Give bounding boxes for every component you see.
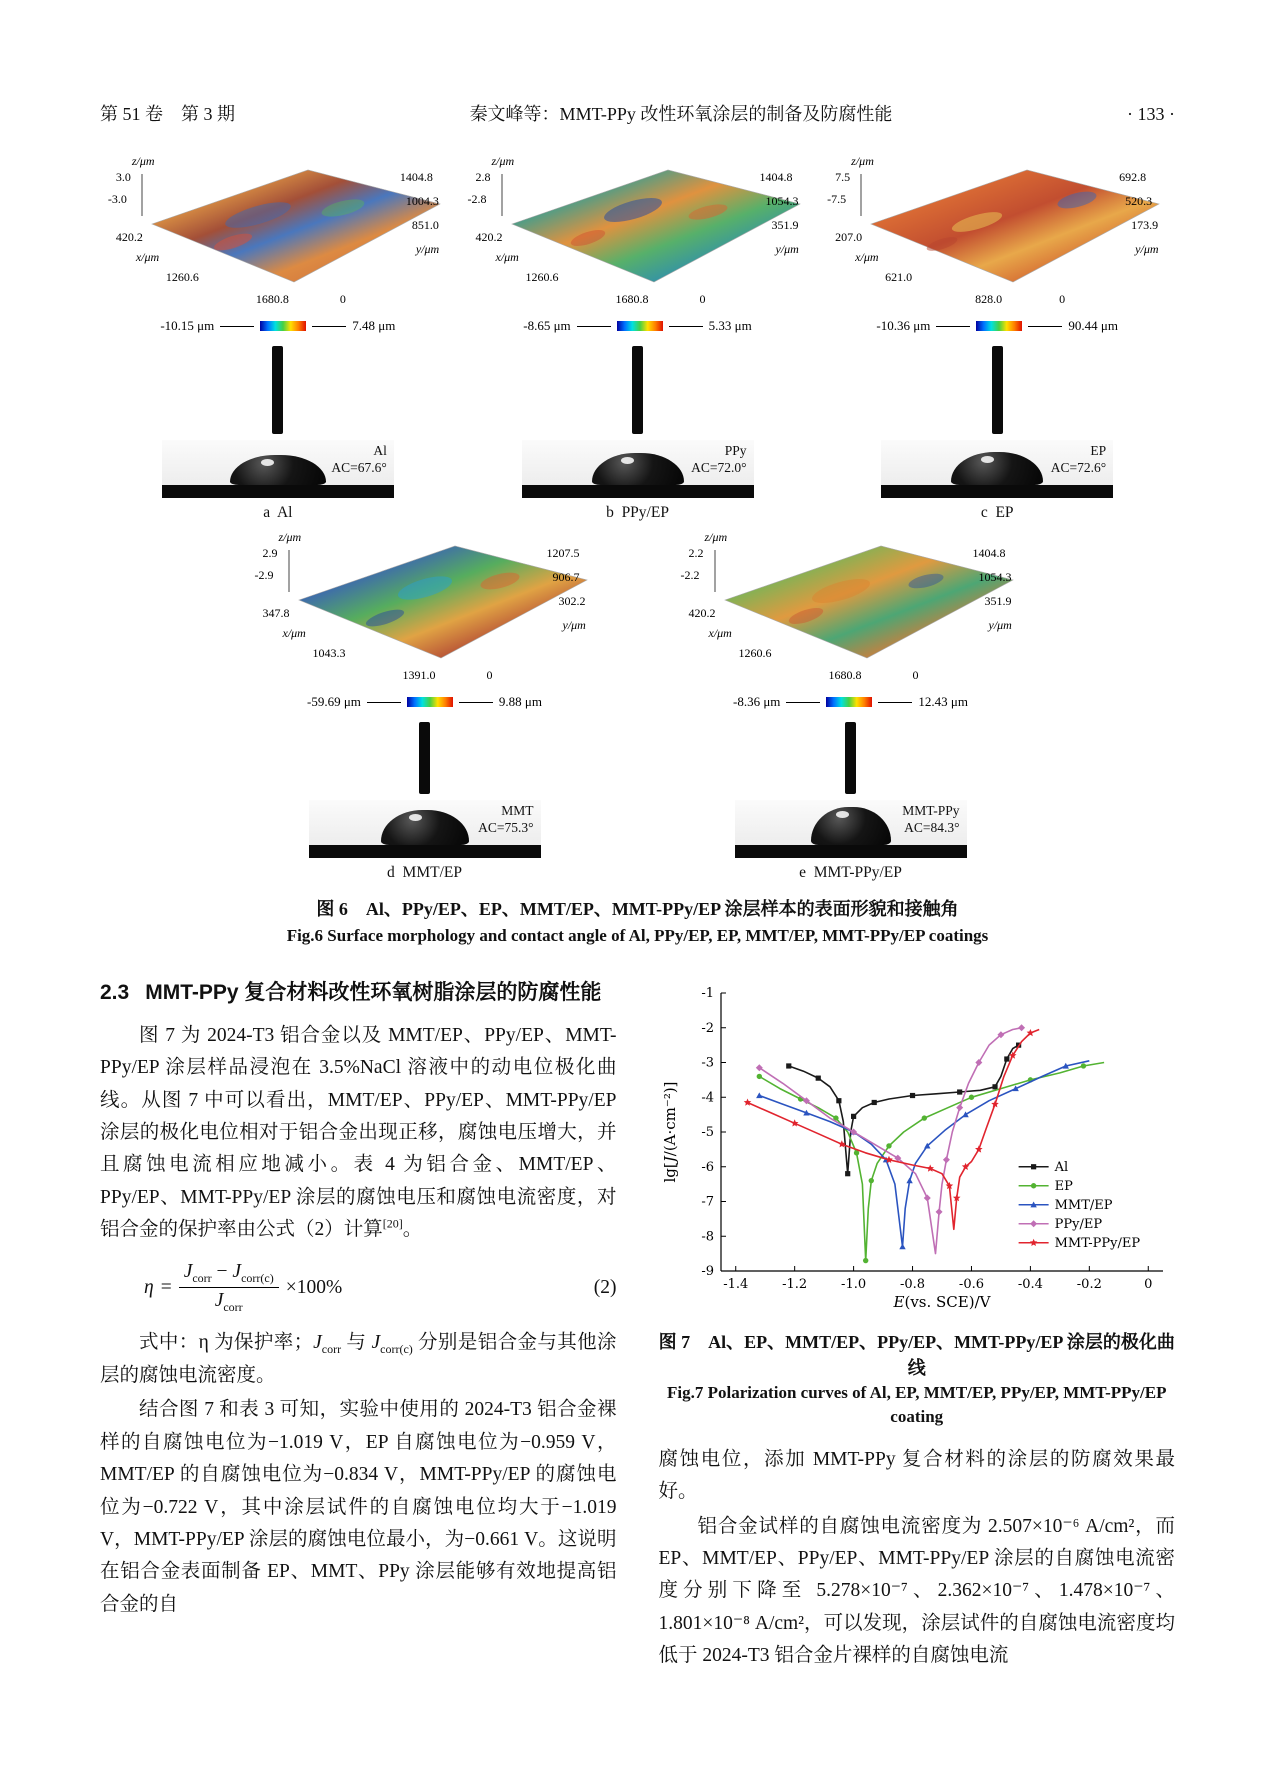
droplet — [811, 807, 891, 845]
y-tick: 692.8 — [1119, 170, 1147, 184]
z-axis-label: z/μm — [704, 530, 728, 544]
scale-gradient — [826, 697, 872, 707]
x-axis-label: x/μm — [855, 250, 879, 264]
material-name: MMT-PPy — [902, 803, 960, 818]
surface-3d-image — [681, 536, 1021, 686]
x-axis-label: x/μm — [495, 250, 519, 264]
svg-text:-0.6: -0.6 — [958, 1276, 984, 1292]
y-origin-tick: 0 — [699, 292, 706, 306]
svg-text:-1.0: -1.0 — [840, 1276, 866, 1292]
minus-sign: − — [216, 1260, 228, 1282]
y-tick: 1404.8 — [972, 546, 1006, 560]
color-scale-a — [100, 318, 456, 334]
surface-plot-b — [467, 154, 808, 310]
contact-angle-photo-b — [522, 440, 754, 498]
material-name: EP — [1090, 443, 1107, 458]
x-tick: 1680.8 — [828, 668, 862, 682]
material-name: PPy — [724, 443, 747, 458]
figure6-caption — [100, 896, 1175, 949]
svg-text:-2: -2 — [701, 1020, 714, 1036]
scale-gradient — [260, 321, 306, 331]
contact-angle-photo-d — [309, 800, 541, 858]
reference-20: [20] — [382, 1216, 403, 1231]
figure6-caption-en: Fig.6 Surface morphology and contact angle of Al, PPy/EP, EP, MMT/EP, MMT-PPy/EP coatings — [286, 926, 989, 945]
x-tick: 420.2 — [475, 230, 503, 244]
x-tick: 1680.8 — [615, 292, 649, 306]
figure6-subfig-b — [460, 154, 816, 522]
svg-text:-1.4: -1.4 — [722, 1276, 749, 1292]
z-axis-label: z/μm — [131, 154, 155, 168]
figure6-subfig-c — [819, 154, 1175, 522]
svg-text:Al: Al — [1054, 1159, 1068, 1175]
y-axis-label: y/μm — [775, 242, 799, 256]
scale-min: -10.36 μm — [876, 318, 931, 333]
z-max-tick: 2.9 — [262, 546, 278, 560]
svg-text:-4: -4 — [701, 1089, 714, 1105]
x-tick: 1260.6 — [738, 646, 772, 660]
scale-max: 7.48 μm — [352, 318, 396, 333]
z-min-tick: -3.0 — [107, 192, 127, 206]
J-symbol: J — [371, 1332, 381, 1354]
color-scale-c — [819, 318, 1175, 334]
svg-text:-3: -3 — [701, 1055, 714, 1070]
contact-angle-label — [902, 803, 959, 837]
z-axis-label: z/μm — [278, 530, 302, 544]
scale-max: 12.43 μm — [918, 694, 968, 709]
figure6-subfig-a — [100, 154, 456, 522]
svg-text:-9: -9 — [701, 1263, 714, 1279]
x-tick: 1260.6 — [525, 270, 559, 284]
equals-sign: = — [160, 1276, 172, 1298]
x-tick: 420.2 — [688, 606, 716, 620]
times-100-percent: ×100% — [285, 1276, 343, 1298]
paragraph-1-end: 。 — [402, 1219, 423, 1241]
corr-subscript: corr — [223, 1300, 243, 1315]
x-tick: 828.0 — [975, 292, 1003, 306]
droplet-highlight — [261, 459, 274, 466]
surface-3d-image — [255, 536, 595, 686]
figure6-subfig-e — [673, 530, 1029, 882]
color-scale-e — [673, 694, 1029, 710]
equation-2 — [100, 1261, 617, 1316]
figure7 — [659, 981, 1176, 1430]
z-max-tick: 2.2 — [688, 546, 704, 560]
scale-line — [1028, 326, 1062, 327]
svg-text:PPy/EP: PPy/EP — [1054, 1216, 1102, 1232]
subfig-label-a: a Al — [263, 504, 293, 521]
figure6-subfig-d — [247, 530, 603, 882]
contact-angle-photo-c — [881, 440, 1113, 498]
figure6 — [100, 154, 1175, 949]
droplet — [230, 455, 326, 485]
svg-text:-0.2: -0.2 — [1076, 1276, 1102, 1292]
corr-subscript: corr — [321, 1342, 342, 1357]
y-axis-label: y/μm — [562, 618, 586, 632]
page-header — [100, 100, 1175, 126]
contact-angle-photo-e — [735, 800, 967, 858]
x-axis-label: x/μm — [135, 250, 160, 264]
contact-angle-label — [691, 443, 746, 477]
corrc-subscript: corr(c) — [380, 1342, 413, 1357]
y-tick: 1404.8 — [759, 170, 793, 184]
svg-text:E(vs. SCE)/V: E(vs. SCE)/V — [893, 1292, 991, 1311]
x-axis-label: x/μm — [708, 626, 732, 640]
surface-plot-d — [254, 530, 595, 686]
corrc-subscript: corr(c) — [241, 1270, 274, 1285]
y-axis-label: y/μm — [988, 618, 1012, 632]
scale-line — [936, 326, 970, 327]
x-tick: 347.8 — [262, 606, 290, 620]
z-min-tick: -2.9 — [254, 568, 274, 582]
contact-angle-value: AC=72.6° — [1050, 459, 1107, 475]
x-tick: 207.0 — [835, 230, 863, 244]
substrate-bar — [162, 485, 394, 498]
svg-text:-0.8: -0.8 — [899, 1276, 925, 1292]
subfig-label-d: d MMT/EP — [387, 864, 462, 881]
dispenser-needle — [992, 346, 1003, 434]
equation-number: (2) — [593, 1276, 617, 1298]
y-axis-label: y/μm — [1135, 242, 1159, 256]
x-axis-label: x/μm — [282, 626, 306, 640]
droplet-highlight — [981, 456, 994, 463]
y-tick: 302.2 — [558, 594, 586, 608]
paragraph-2 — [100, 1327, 617, 1392]
scale-max: 9.88 μm — [498, 694, 542, 709]
y-tick: 351.9 — [771, 218, 799, 232]
y-origin-tick: 0 — [912, 668, 919, 682]
figure7-caption-cn: 图 7 Al、EP、MMT/EP、PPy/EP、MMT-PPy/EP 涂层的极化曲线 — [658, 1331, 1175, 1378]
droplet-highlight — [409, 814, 422, 821]
right-column — [659, 977, 1176, 1675]
x-tick: 1043.3 — [312, 646, 346, 660]
contact-angle-value: AC=84.3° — [904, 819, 960, 835]
color-scale-b — [460, 318, 816, 334]
svg-text:lg[J/(A·cm⁻²)]: lg[J/(A·cm⁻²)] — [660, 1080, 679, 1183]
svg-text:-5: -5 — [701, 1124, 714, 1140]
y-origin-tick: 0 — [486, 668, 493, 682]
substrate-bar — [522, 485, 754, 498]
scale-line — [459, 702, 493, 703]
y-origin-tick: 0 — [339, 292, 346, 306]
svg-text:-0.4: -0.4 — [1017, 1276, 1043, 1292]
x-tick: 621.0 — [885, 270, 913, 284]
scale-line — [786, 702, 820, 703]
y-axis-label: y/μm — [415, 242, 440, 256]
svg-text:MMT-PPy/EP: MMT-PPy/EP — [1054, 1235, 1140, 1251]
y-tick: 1054.3 — [978, 570, 1012, 584]
x-tick: 1391.0 — [402, 668, 436, 682]
y-tick: 906.7 — [552, 570, 580, 584]
contact-angle-value: AC=72.0° — [691, 459, 747, 475]
contact-angle-label — [478, 803, 533, 837]
contact-angle-value: AC=67.6° — [331, 459, 387, 475]
substrate-bar — [309, 845, 541, 858]
paragraph-2-text: 与 — [341, 1332, 372, 1354]
J-symbol: J — [183, 1260, 193, 1282]
scale-line — [577, 326, 611, 327]
y-origin-tick: 0 — [1059, 292, 1066, 306]
J-symbol: J — [313, 1332, 322, 1354]
J-symbol: J — [232, 1260, 242, 1282]
scale-line — [312, 326, 346, 327]
paragraph-2-text: 式中：η 为保护率； — [139, 1332, 314, 1354]
substrate-bar — [881, 485, 1113, 498]
paragraph-2-text: 分别是铝合金与其他涂层的腐蚀电流密度。 — [100, 1332, 617, 1387]
surface-plot-c — [827, 154, 1167, 310]
color-scale-d — [247, 694, 603, 710]
polarization-chart — [659, 981, 1175, 1321]
z-min-tick: -2.2 — [680, 568, 700, 582]
y-tick: 351.9 — [984, 594, 1012, 608]
z-min-tick: -7.5 — [827, 192, 847, 206]
scale-max: 5.33 μm — [708, 318, 752, 333]
fraction-denominator — [179, 1288, 279, 1315]
scale-min: -8.36 μm — [732, 694, 781, 709]
svg-text:-6: -6 — [701, 1159, 714, 1175]
subfig-label-b: b PPy/EP — [606, 504, 669, 521]
svg-text:EP: EP — [1054, 1178, 1073, 1194]
contact-angle-label — [1051, 443, 1106, 477]
dispenser-needle — [272, 346, 283, 434]
scale-min: -10.15 μm — [160, 318, 215, 333]
svg-text:-7: -7 — [701, 1194, 714, 1209]
surface-3d-image — [468, 160, 808, 310]
paragraph-3: 结合图 7 和表 3 可知，实验中使用的 2024-T3 铝合金裸样的自腐蚀电位为−1.019 V，EP 自腐蚀电位为−0.959 V，MMT/EP 的自腐蚀电位为−0.834 V，MMT-PPy/EP 的腐蚀电位为−0.722 V，其中涂层试件的自腐蚀电位均大于−1.019 V，MMT-PPy/EP 涂层的腐蚀电位最小，为−0.661 V。这说明在铝合金表面制备 EP、MMT、PPy 涂层能够有效地提高铝合金的自 — [100, 1399, 617, 1615]
svg-text:-8: -8 — [701, 1228, 714, 1244]
paragraph-1-text: 图 7 为 2024-T3 铝合金以及 MMT/EP、PPy/EP、MMT-PPy/EP 涂层样品浸泡在 3.5%NaCl 溶液中的动电位极化曲线。从图 7 中可以看出，MMT/EP、PPy/EP、MMT-PPy/EP 涂层的极化电位相对于铝合金出现正移，腐蚀电压增大，并且腐蚀电流相应地减小。表 4 为铝合金、MMT/EP、PPy/EP、MMT-PPy/EP 涂层的腐蚀电压和腐蚀电流密度，对铝合金的保护率由公式（2）计算 — [100, 1025, 617, 1241]
figure6-row2 — [100, 530, 1175, 882]
scale-line — [878, 702, 912, 703]
z-max-tick: 7.5 — [835, 170, 851, 184]
scale-max: 90.44 μm — [1068, 318, 1118, 333]
figure6-caption-cn: 图 6 Al、PPy/EP、EP、MMT/EP、MMT-PPy/EP 涂层样本的表面形貌和接触角 — [316, 899, 959, 919]
surface-plot-a — [107, 154, 448, 310]
droplet-highlight — [836, 811, 849, 818]
dispenser-needle — [419, 722, 430, 794]
z-max-tick: 2.8 — [475, 170, 491, 184]
fraction — [179, 1261, 279, 1316]
substrate-bar — [735, 845, 967, 858]
body-columns — [100, 977, 1175, 1675]
left-column — [100, 977, 617, 1675]
paragraph-1 — [100, 1020, 617, 1247]
svg-text:-1.2: -1.2 — [781, 1276, 807, 1292]
subfig-label-e: e MMT-PPy/EP — [799, 864, 902, 881]
contact-angle-value: AC=75.3° — [478, 819, 534, 835]
x-tick: 420.2 — [115, 230, 143, 244]
droplet — [592, 453, 684, 485]
z-min-tick: -2.8 — [467, 192, 487, 206]
surface-3d-image — [827, 160, 1167, 310]
y-tick: 1054.3 — [765, 194, 799, 208]
scale-min: -59.69 μm — [306, 694, 361, 709]
equation-body — [144, 1261, 342, 1316]
header-page-number: · 133 · — [1127, 104, 1175, 124]
section-number: 2.3 — [100, 980, 130, 1004]
droplet-highlight — [621, 457, 634, 464]
svg-text:-1: -1 — [701, 985, 714, 1001]
J-symbol: J — [214, 1290, 224, 1312]
y-tick: 1207.5 — [546, 546, 580, 560]
scale-gradient — [617, 321, 663, 331]
y-tick: 851.0 — [411, 218, 439, 232]
scale-line — [367, 702, 401, 703]
dispenser-needle — [845, 722, 856, 794]
header-running-title: 秦文峰等：MMT-PPy 改性环氧涂层的制备及防腐性能 — [469, 104, 893, 124]
surface-3d-image — [108, 160, 448, 310]
scale-line — [669, 326, 703, 327]
surface-plot-e — [680, 530, 1021, 686]
paragraph-5: 铝合金试样的自腐蚀电流密度为 2.507×10⁻⁶ A/cm²，而 EP、MMT/EP、PPy/EP、MMT-PPy/EP 涂层的自腐蚀电流密度分别下降至 5.278×10⁻⁷、2.362×10⁻⁷、1.478×10⁻⁷、1.801×10⁻⁸ A/cm²，可以发现，涂层试件的自腐蚀电流密度均低于 2024-T3 铝合金片裸样的自腐蚀电流 — [658, 1515, 1175, 1667]
eta-symbol: η — [144, 1276, 154, 1298]
scale-min: -8.65 μm — [523, 318, 571, 333]
x-tick: 1680.8 — [255, 292, 289, 306]
z-max-tick: 3.0 — [115, 170, 131, 184]
material-name: Al — [373, 443, 387, 458]
x-tick: 1260.6 — [165, 270, 199, 284]
scale-gradient — [407, 697, 453, 707]
y-tick: 173.9 — [1131, 218, 1159, 232]
y-tick: 520.3 — [1125, 194, 1153, 208]
contact-angle-label — [331, 443, 386, 477]
figure7-caption — [659, 1329, 1176, 1430]
svg-text:0: 0 — [1143, 1276, 1153, 1292]
section-heading — [100, 977, 617, 1009]
y-tick: 1404.8 — [399, 170, 433, 184]
z-axis-label: z/μm — [491, 154, 515, 168]
figure7-caption-en: Fig.7 Polarization curves of Al, EP, MMT/EP, PPy/EP, MMT-PPy/EP coating — [667, 1382, 1167, 1427]
droplet — [381, 810, 469, 845]
subfig-label-c: c EP — [980, 504, 1014, 521]
droplet — [951, 452, 1043, 485]
corr-subscript: corr — [192, 1270, 212, 1285]
section-title: MMT-PPy 复合材料改性环氧树脂涂层的防腐性能 — [145, 980, 602, 1004]
figure6-row1 — [100, 154, 1175, 522]
material-name: MMT — [501, 803, 534, 818]
y-tick: 1004.3 — [405, 194, 439, 208]
header-volume-issue: 第 51 卷 第 3 期 — [100, 104, 235, 124]
scale-gradient — [976, 321, 1022, 331]
z-axis-label: z/μm — [851, 154, 874, 168]
fraction-numerator — [179, 1261, 279, 1289]
scale-line — [220, 326, 254, 327]
dispenser-needle — [632, 346, 643, 434]
contact-angle-photo-a — [162, 440, 394, 498]
paragraph-4: 腐蚀电位，添加 MMT-PPy 复合材料的涂层的防腐效果最好。 — [658, 1448, 1175, 1503]
svg-text:MMT/EP: MMT/EP — [1054, 1197, 1113, 1213]
